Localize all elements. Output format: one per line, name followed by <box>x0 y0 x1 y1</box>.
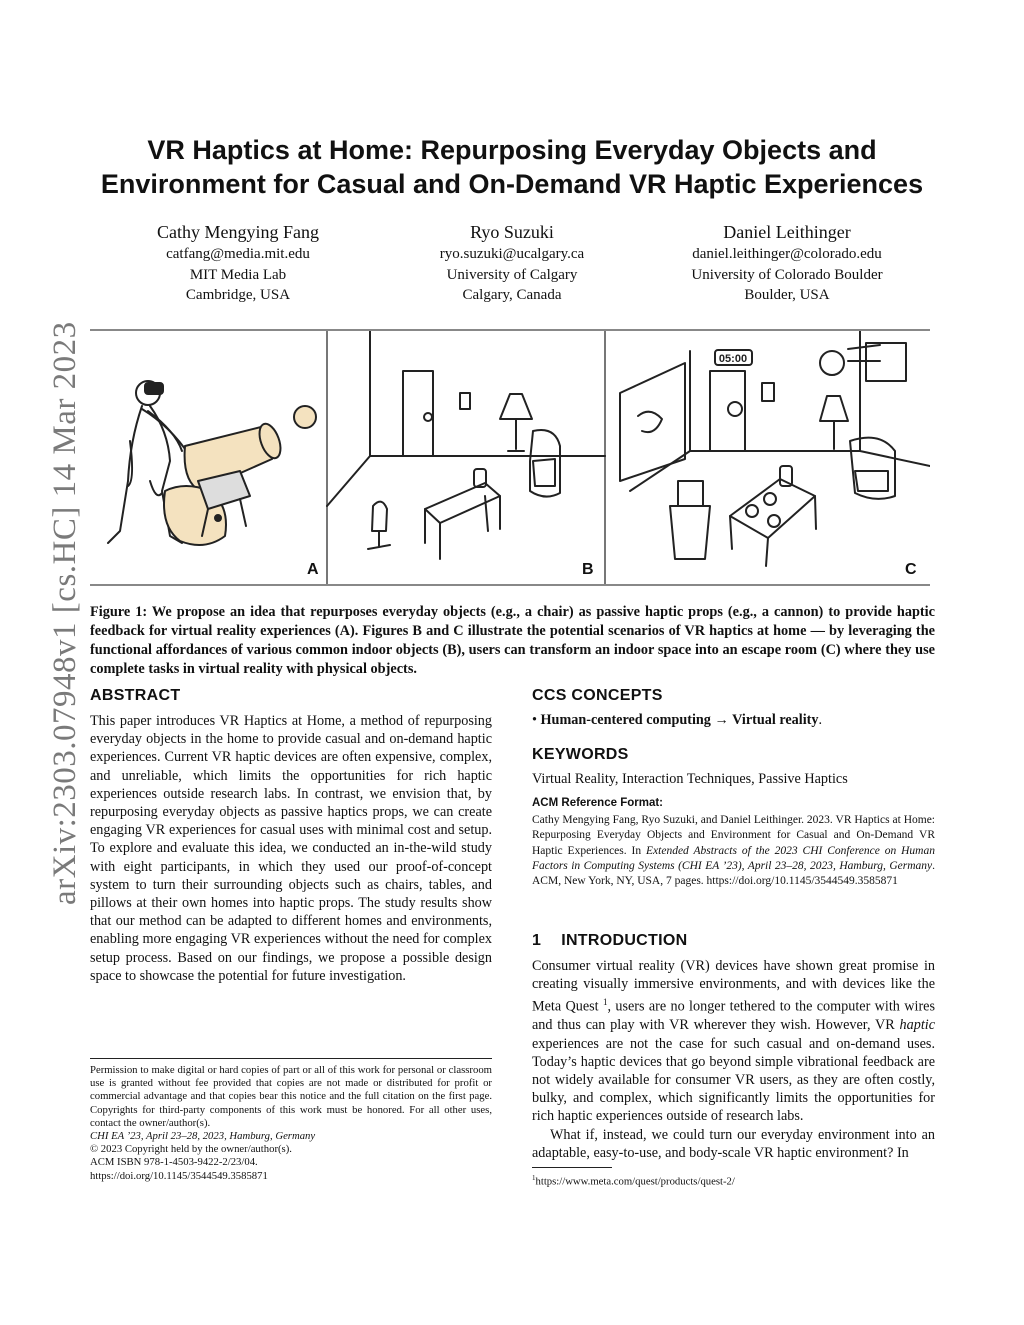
acm-ref-text <box>532 813 935 889</box>
author-block-1 <box>108 220 368 306</box>
footnote-number: 1 <box>532 1174 536 1182</box>
author-affiliation: MIT Media Lab <box>189 266 287 283</box>
right-footnote-rule <box>532 1167 612 1168</box>
intro-p1-part-c: experiences are not the case for such casual and on-demand uses. Today’s haptic devices that go beyond simple vibrational feedback are not widely available for consumer VR users, as they are often costly, bulky, and complex, which significantly limits the opportunities for rich haptic experiences outside of research labs. <box>532 1035 935 1125</box>
intro-p1-emphasis: haptic <box>899 1017 935 1034</box>
timer-text: 05:00 <box>718 353 748 365</box>
intro-p1-part-a: Consumer virtual reality (VR) devices have shown great promise in creating visually immersive environments, and with devices like the Meta Quest <box>532 958 935 1016</box>
paper-title <box>60 133 964 201</box>
author-email[interactable]: ryo.suzuki@ucalgary.ca <box>439 246 585 262</box>
panel-a-drawing <box>108 381 316 545</box>
author-block-2 <box>382 220 642 306</box>
keywords-text: Virtual Reality, Interaction Techniques, Passive Haptics <box>532 771 848 787</box>
arxiv-identifier: arXiv:2303.07948v1 [cs.HC] 14 Mar 2023 <box>47 321 83 905</box>
author-affiliation: University of Colorado Boulder <box>691 266 883 283</box>
acm-ref-heading: ACM Reference Format: <box>532 797 663 809</box>
author-location: Boulder, USA <box>744 287 830 303</box>
intro-p1-part-b: , users are no longer tethered to the computer with wires and thus can play with VR wherever they wish. However, VR <box>532 999 935 1034</box>
permission-text: Permission to make digital or hard copies of part or all of this work for personal or classroom use is granted without fee provided that copies are not made or distributed for profit or commercial advantage and that copies bear this notice and the full citation on the first page. Copyrights for third-party components of this work must be honored. For all other uses, contact the owner/author(s). <box>90 1064 492 1129</box>
acm-ref-venue: Extended Abstracts of the 2023 CHI Conference on Human Factors in Computing Systems (CHI EA ’23), April 23–28, 2023, Hamburg, Germany <box>532 844 935 872</box>
teaser-figure <box>90 329 930 586</box>
abstract-heading: ABSTRACT <box>90 687 181 704</box>
author-location: Calgary, Canada <box>462 287 562 303</box>
footnote-marker[interactable]: 1 <box>602 997 608 1008</box>
author-affiliation: University of Calgary <box>446 266 578 283</box>
footnote <box>532 1172 935 1189</box>
intro-paragraph-1 <box>532 957 935 1126</box>
ccs-concept-line <box>532 711 935 729</box>
panel-label-c: C <box>905 561 917 578</box>
intro-body <box>532 957 935 1162</box>
title-line-2: Environment for Casual and On-Demand VR Haptic Experiences <box>100 169 924 199</box>
panel-label-a: A <box>307 561 319 578</box>
doi-link[interactable]: https://doi.org/10.1145/3544549.3585871 <box>90 1169 268 1182</box>
acm-ref-part-a: Cathy Mengying Fang, Ryo Suzuki, and Daniel Leithinger. 2023. VR Haptics at Home: Repurposing Everyday Objects and Environment for Casual and On-Demand VR Haptic Experiences. In <box>532 814 935 857</box>
footnote-rule <box>90 1058 492 1059</box>
venue-line: CHI EA ’23, April 23–28, 2023, Hamburg, Germany <box>90 1130 316 1143</box>
abstract-text: This paper introduces VR Haptics at Home, a method of repurposing everyday objects in the home to provide casual and on-demand haptic experiences. Current VR haptic devices are often expensive, complex, and unreliable, which limits the opportunities for rich haptic experiences outside research labs. In contrast, we envision that, by repurposing everyday objects as passive haptics props, we can create engaging VR experiences for casual uses with minimal cost and setup. To explore and evaluate this idea, we conducted an in-the-wild study with eight participants, in which they used our proof-of-concept system to turn their surrounding objects such as chairs, tables, and pillows at their own homes into haptic props. The study results show that our method can be adapted to different homes and environments, enabling more engaging VR experiences without the need for complex setup process. Based on our findings, we propose a possible design space to showcase the potential for future investigation. <box>90 713 492 984</box>
panel-c-drawing <box>620 331 930 566</box>
panel-b-drawing <box>327 331 605 559</box>
intro-paragraph-2: What if, instead, we could turn our everyday environment into an adaptable, easy-to-use, and body-scale VR haptic environment? In <box>532 1126 935 1161</box>
intro-heading <box>532 932 687 950</box>
ccs-subconcept: Virtual reality <box>732 712 819 728</box>
acm-ref-part-b: . ACM, New York, NY, USA, 7 pages. https://doi.org/10.1145/3544549.3585871 <box>532 859 935 888</box>
author-name: Daniel Leithinger <box>723 222 851 242</box>
ccs-bullet: • <box>532 712 537 728</box>
ccs-heading: CCS CONCEPTS <box>532 687 663 704</box>
teaser-illustration <box>90 331 930 584</box>
panel-label-b: B <box>582 561 594 578</box>
isbn-line: ACM ISBN 978-1-4503-9422-2/23/04. <box>90 1156 258 1169</box>
footnote-url[interactable]: https://www.meta.com/quest/products/quest-2/ <box>535 1175 735 1188</box>
author-name: Cathy Mengying Fang <box>157 222 319 242</box>
title-line-1: VR Haptics at Home: Repurposing Everyday Objects and <box>147 135 877 165</box>
author-block-3 <box>657 220 917 306</box>
keywords-heading: KEYWORDS <box>532 746 629 763</box>
intro-title: INTRODUCTION <box>561 932 688 949</box>
permission-block <box>90 1064 492 1183</box>
author-location: Cambridge, USA <box>185 287 291 303</box>
ccs-concept: Human-centered computing <box>540 712 711 728</box>
copyright-line: © 2023 Copyright held by the owner/author(s). <box>90 1143 292 1156</box>
ccs-period: . <box>818 712 823 728</box>
figure-caption: Figure 1: We propose an idea that repurposes everyday objects (e.g., a chair) as passive haptic props (e.g., a cannon) to provide haptic feedback for virtual reality experiences (A). Figures B and C illustrate the potential scenarios of VR haptics at home — by leveraging the functional affordances of various common indoor objects (B), users can transform an indoor space into an escape room (C) where they use complete tasks in virtual reality with physical objects. <box>90 604 935 677</box>
intro-number: 1 <box>532 932 542 949</box>
author-name: Ryo Suzuki <box>470 222 554 242</box>
author-email[interactable]: catfang@media.mit.edu <box>166 246 310 262</box>
author-email[interactable]: daniel.leithinger@colorado.edu <box>692 246 882 262</box>
ccs-arrow: → <box>714 712 729 728</box>
